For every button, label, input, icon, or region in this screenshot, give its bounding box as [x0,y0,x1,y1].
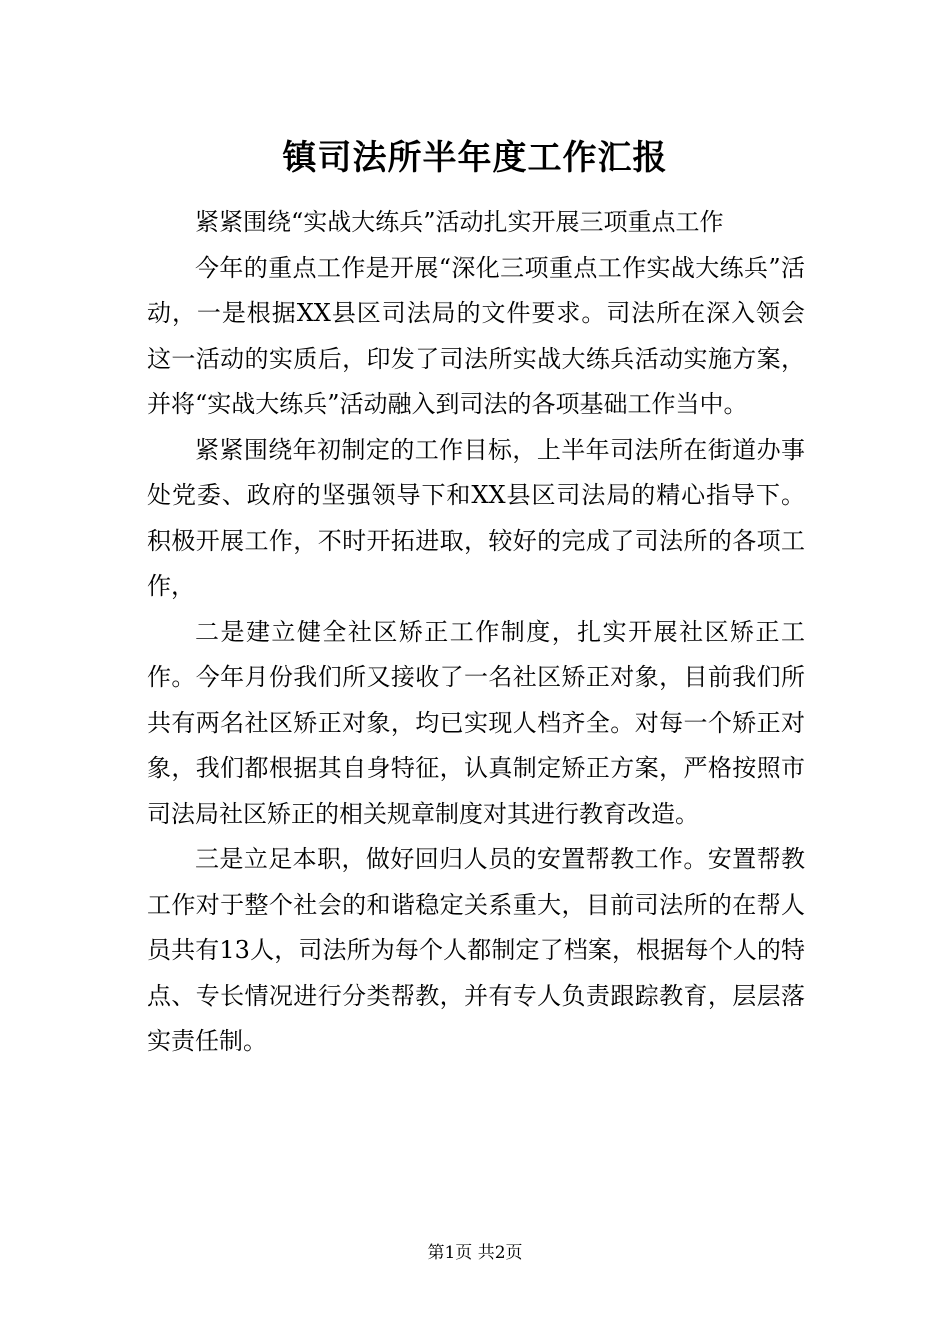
paragraph-subtitle: 紧紧围绕“实战大练兵”活动扎实开展三项重点工作 [195,208,724,236]
page-number-footer: 第1页 共2页 [427,1243,523,1263]
document-title: 镇司法所半年度工作汇报 [282,138,668,178]
paragraph: 三是立足本职，做好回归人员的安置帮教工作。安置帮教工作对于整个社会的和谐稳定关系重大，目前司法所的在帮人员共有13人，司法所为每个人都制定了档案，根据每个人的特点、专长情况进行分类帮教，并有专人负责跟踪教育，层层落实责任制。 [147,845,805,1055]
paragraph: 紧紧围绕年初制定的工作目标，上半年司法所在街道办事处党委、政府的坚强领导下和XX县区司法局的精心指导下。积极开展工作，不时开拓进取，较好的完成了司法所的各项工作， [147,435,805,600]
paragraph: 二是建立健全社区矫正工作制度，扎实开展社区矫正工作。今年月份我们所又接收了一名社区矫正对象，目前我们所共有两名社区矫正对象，均已实现人档齐全。对每一个矫正对象，我们都根据其自身特征，认真制定矫正方案，严格按照市司法局社区矫正的相关规章制度对其进行教育改造。 [147,617,805,828]
paragraph: 今年的重点工作是开展“深化三项重点工作实战大练兵”活动，一是根据XX县区司法局的文件要求。司法所在深入领会这一活动的实质后，印发了司法所实战大练兵活动实施方案，并将“实战大练兵”活动融入到司法的各项基础工作当中。 [147,253,805,418]
document-body [147,200,805,1065]
